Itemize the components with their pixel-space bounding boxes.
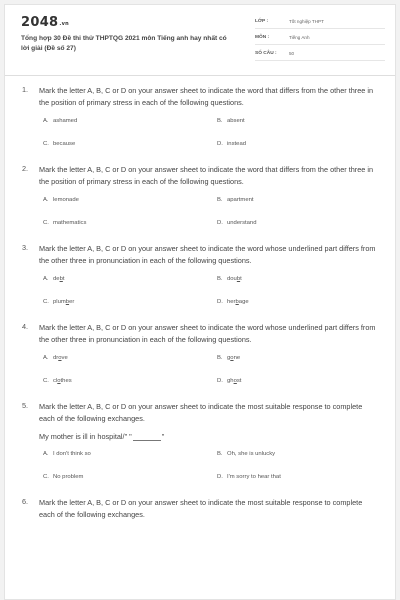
- answer-options: [39, 451, 379, 480]
- prompt-closing-quote: ": [161, 432, 165, 441]
- prompt-text: My mother is ill in hospital/" ": [39, 432, 132, 441]
- answer-options: [39, 355, 379, 384]
- option-text-start: apartment: [227, 197, 254, 203]
- option-text-start: dr: [53, 355, 59, 361]
- option-letter: B.: [217, 197, 223, 203]
- option-letter: D.: [217, 141, 223, 147]
- answer-option[interactable]: [43, 197, 79, 203]
- option-text: [227, 220, 256, 226]
- option-text-start: absent: [227, 118, 245, 124]
- answer-option[interactable]: [217, 118, 245, 124]
- option-text-start: plum: [53, 299, 66, 305]
- option-text-start: de: [53, 276, 60, 282]
- underlined-part: b: [235, 299, 239, 305]
- question-list: [5, 85, 396, 520]
- answer-option[interactable]: [217, 378, 241, 384]
- option-letter: D.: [217, 378, 223, 384]
- option-letter: D.: [217, 220, 223, 226]
- answer-option[interactable]: [43, 276, 64, 282]
- option-letter: C.: [43, 378, 49, 384]
- answer-option[interactable]: [217, 141, 246, 147]
- meta-label: MÔN :: [255, 35, 270, 40]
- option-text-start: Oh, she is unlucky: [227, 451, 276, 457]
- answer-option[interactable]: [43, 299, 74, 305]
- option-text: [227, 451, 275, 457]
- option-text-start: No problem: [53, 474, 84, 480]
- option-letter: B.: [217, 276, 223, 282]
- answer-blank: [133, 433, 161, 441]
- option-text-start: her: [227, 299, 236, 305]
- option-text: [53, 276, 64, 282]
- answer-option[interactable]: [217, 299, 249, 305]
- question-text: Mark the letter A, B, C or D on your answer sheet to indicate the word whose underlined part differs from the other three in pronunciation in each of the following questions.: [39, 244, 376, 265]
- meta-row-subject: [255, 31, 385, 45]
- question-number: 6.: [22, 497, 29, 506]
- question-number: 4.: [22, 322, 29, 331]
- option-letter: A.: [43, 451, 49, 457]
- option-text: [227, 276, 242, 282]
- question-item: [5, 164, 396, 226]
- answer-option[interactable]: [43, 141, 75, 147]
- site-logo[interactable]: [21, 15, 69, 30]
- underlined-part: o: [230, 355, 234, 361]
- question-item: [5, 401, 396, 480]
- option-text: [53, 299, 74, 305]
- option-text-start: I'm sorry to hear that: [227, 474, 281, 480]
- option-letter: C.: [43, 474, 49, 480]
- option-letter: C.: [43, 299, 49, 305]
- answer-options: [39, 118, 379, 147]
- option-text: [53, 355, 68, 361]
- question-text: Mark the letter A, B, C or D on your answer sheet to indicate the word whose underlined part differs from the other three in pronunciation in each of the following questions.: [39, 323, 376, 344]
- question-item: [5, 243, 396, 305]
- option-text-start: understand: [227, 220, 257, 226]
- option-text-start: instead: [227, 141, 246, 147]
- option-text-end: ve: [61, 355, 68, 361]
- question-number: 1.: [22, 85, 29, 94]
- meta-label: LỚP :: [255, 19, 269, 24]
- option-letter: A.: [43, 197, 49, 203]
- answer-option[interactable]: [43, 220, 86, 226]
- option-text-end: thes: [60, 378, 72, 384]
- header-divider: [5, 75, 396, 76]
- question-item: [5, 85, 396, 147]
- option-text: [53, 220, 86, 226]
- option-letter: A.: [43, 118, 49, 124]
- meta-value: Tốt nghiệp THPT: [289, 19, 324, 24]
- option-text-start: cl: [53, 378, 58, 384]
- question-number: 2.: [22, 164, 29, 173]
- answer-option[interactable]: [217, 451, 275, 457]
- option-text: [227, 141, 246, 147]
- option-text: [53, 197, 79, 203]
- option-text: [227, 355, 240, 361]
- option-text: [227, 474, 281, 480]
- answer-option[interactable]: [43, 355, 68, 361]
- meta-row-count: [255, 47, 385, 61]
- underlined-part: b: [236, 276, 241, 282]
- question-text: Mark the letter A, B, C or D on your answer sheet to indicate the most suitable response to complete each of the following exchanges.: [39, 402, 363, 423]
- option-letter: C.: [43, 141, 49, 147]
- option-text: [227, 378, 241, 384]
- logo-suffix: .vn: [59, 21, 70, 27]
- option-text: [227, 299, 249, 305]
- answer-option[interactable]: [217, 474, 281, 480]
- question-number: 5.: [22, 401, 29, 410]
- option-text-end: t: [62, 276, 65, 282]
- option-text-end: ne: [233, 355, 241, 361]
- option-text: [53, 451, 91, 457]
- option-text-start: ashamed: [53, 118, 78, 124]
- question-item: [5, 497, 396, 520]
- option-text-start: g: [227, 355, 231, 361]
- option-letter: D.: [217, 474, 223, 480]
- option-letter: C.: [43, 220, 49, 226]
- answer-option[interactable]: [217, 197, 254, 203]
- option-text: [53, 118, 77, 124]
- option-text-end: st: [236, 378, 242, 384]
- option-text: [53, 378, 72, 384]
- option-text-end: t: [240, 276, 242, 282]
- option-letter: D.: [217, 299, 223, 305]
- question-text: Mark the letter A, B, C or D on your answer sheet to indicate the word that differs from the other three in the position of primary stress in each of the following questions.: [39, 86, 374, 107]
- exam-title: Tổng hợp 30 Đề thi thử THPTQG 2021 môn Tiếng anh hay nhất có lời giải (Đề số 27): [21, 35, 227, 52]
- answer-options: [39, 276, 379, 305]
- option-letter: B.: [217, 355, 223, 361]
- option-letter: B.: [217, 451, 223, 457]
- option-text-end: er: [69, 299, 75, 305]
- meta-value: Tiếng Anh: [289, 35, 310, 40]
- option-letter: A.: [43, 355, 49, 361]
- option-text-start: dou: [227, 276, 237, 282]
- exam-meta: [255, 15, 385, 63]
- meta-value: 50: [289, 51, 295, 56]
- underlined-part: o: [58, 355, 62, 361]
- option-text-start: lemonade: [53, 197, 79, 203]
- exam-page: [4, 4, 396, 600]
- option-text: [227, 118, 245, 124]
- meta-label: SỐ CÂU :: [255, 51, 277, 56]
- logo-text: 2048: [21, 15, 59, 30]
- answer-option[interactable]: [43, 451, 91, 457]
- option-text: [53, 141, 75, 147]
- underlined-part: b: [59, 276, 63, 282]
- option-text-start: I don't think so: [53, 451, 91, 457]
- underlined-part: o: [233, 378, 237, 384]
- answer-option[interactable]: [43, 378, 72, 384]
- page-header: [5, 5, 396, 75]
- question-text: Mark the letter A, B, C or D on your answer sheet to indicate the most suitable response to complete each of the following exchanges.: [39, 498, 363, 519]
- question-item: [5, 322, 396, 384]
- question-prompt: [39, 432, 379, 441]
- option-text-start: because: [53, 141, 76, 147]
- option-text: [227, 197, 254, 203]
- answer-option[interactable]: [43, 474, 83, 480]
- answer-option[interactable]: [217, 276, 242, 282]
- option-letter: B.: [217, 118, 223, 124]
- meta-row-class: [255, 15, 385, 29]
- answer-options: [39, 197, 379, 226]
- question-text: Mark the letter A, B, C or D on your answer sheet to indicate the word that differs from the other three in the position of primary stress in each of the following questions.: [39, 165, 374, 186]
- underlined-part: b: [65, 299, 70, 305]
- option-text-end: age: [238, 299, 249, 305]
- underlined-part: o: [57, 378, 61, 384]
- option-text-start: mathematics: [53, 220, 87, 226]
- option-text: [53, 474, 83, 480]
- option-letter: A.: [43, 276, 49, 282]
- question-number: 3.: [22, 243, 29, 252]
- answer-option[interactable]: [217, 355, 240, 361]
- answer-option[interactable]: [217, 220, 256, 226]
- option-text-start: gh: [227, 378, 234, 384]
- answer-option[interactable]: [43, 118, 77, 124]
